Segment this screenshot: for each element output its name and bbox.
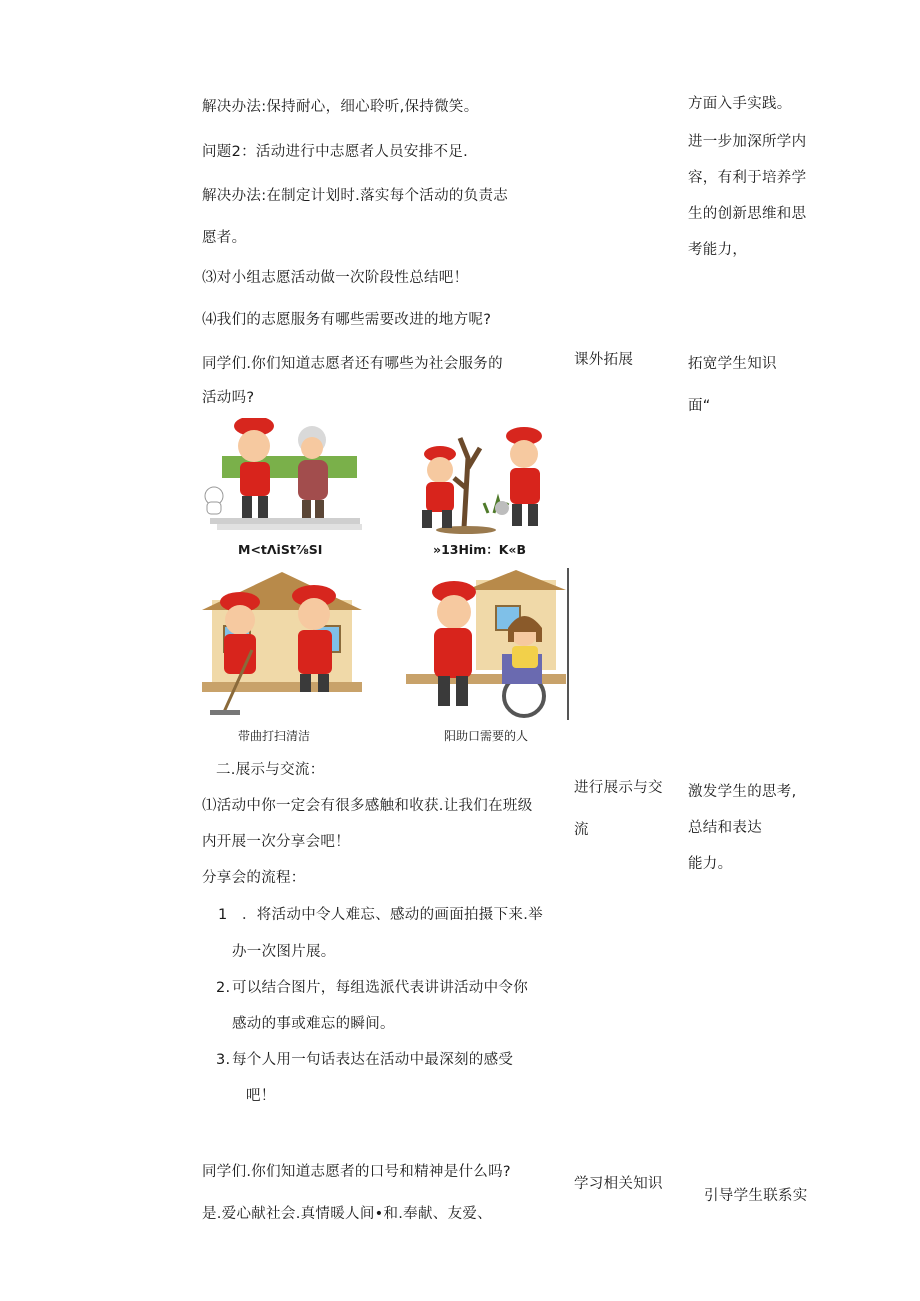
- step-3-text-cont: 吧！: [246, 1088, 276, 1104]
- problem-2-text: 问题2：活动进行中志愿者人员安排不足.: [202, 144, 469, 160]
- step-3-number: 3.: [216, 1052, 231, 1068]
- purpose-deepen-2: 容，有利于培养学: [688, 170, 807, 186]
- image-border-line: [567, 568, 569, 720]
- purpose-inspire-1: 激发学生的思考,: [688, 784, 797, 800]
- section-2-line-2: 内开展一次分享会吧！: [202, 834, 350, 850]
- question-activities-cont: 活动吗?: [202, 390, 255, 406]
- purpose-deepen-4: 考能力，: [688, 242, 748, 258]
- solution-1-text: 解决办法:保持耐心，细心聆听,保持微笑。: [202, 99, 479, 115]
- caption-4: 阳助口需要的人: [444, 729, 529, 743]
- purpose-inspire-3: 能力。: [688, 856, 733, 872]
- caption-1: M<tΛiSt⅞SI: [238, 542, 323, 557]
- activity-extension: 课外拓展: [574, 352, 634, 368]
- step-3-summary: ⑶对小组志愿活动做一次阶段性总结吧！: [202, 270, 469, 286]
- purpose-deepen-3: 生的创新思维和思: [688, 206, 807, 222]
- purpose-guide: 引导学生联系实: [704, 1188, 808, 1204]
- step-2-number: 2.: [216, 980, 231, 996]
- activity-showcase-cont: 流: [574, 822, 589, 838]
- purpose-broaden-2: 面“: [688, 398, 711, 414]
- illustration-crossing-street: [202, 418, 362, 538]
- question-slogan: 同学们.你们知道志愿者的口号和精神是什么吗?: [202, 1164, 511, 1180]
- illustration-planting-tree: [402, 418, 562, 538]
- caption-3: 带曲打扫清洁: [238, 729, 311, 743]
- section-2-heading: 二.展示与交流：: [216, 762, 325, 778]
- slogan-answer: 是.爱心献社会.真情暖人间•和.奉献、友爱、: [202, 1206, 492, 1222]
- purpose-practice: 方面入手实践。: [688, 96, 792, 112]
- illustration-cleaning: [202, 570, 362, 720]
- purpose-deepen-1: 进一步加深所学内: [688, 134, 807, 150]
- step-3-text: 每个人用一句话表达在活动中最深刻的感受: [232, 1052, 514, 1068]
- activity-learn-knowledge: 学习相关知识: [574, 1176, 663, 1192]
- purpose-inspire-2: 总结和表达: [688, 820, 762, 836]
- solution-2-text: 解决办法:在制定计划时.落实每个活动的负责志: [202, 188, 509, 204]
- step-1-text: ．将活动中令人难忘、感动的画面拍摄下来.举: [242, 907, 543, 923]
- activity-showcase: 进行展示与交: [574, 780, 663, 796]
- step-2-text: 可以结合图片，每组选派代表讲讲活动中令你: [232, 980, 528, 996]
- step-1-text-cont: 办一次图片展。: [232, 944, 336, 960]
- illustration-wheelchair-help: [406, 570, 566, 720]
- section-2-line-1: ⑴活动中你一定会有很多感触和收获.让我们在班级: [202, 798, 533, 814]
- section-2-line-3: 分享会的流程：: [202, 870, 306, 886]
- solution-2-text-cont: 愿者。: [202, 230, 247, 246]
- question-activities: 同学们.你们知道志愿者还有哪些为社会服务的: [202, 356, 503, 372]
- step-2-text-cont: 感动的事或难忘的瞬间。: [232, 1016, 395, 1032]
- step-1-number: 1: [218, 907, 228, 923]
- step-4-improve: ⑷我们的志愿服务有哪些需要改进的地方呢?: [202, 312, 492, 328]
- caption-2: »13Him：K«B: [433, 542, 527, 557]
- purpose-broaden-1: 拓宽学生知识: [688, 356, 777, 372]
